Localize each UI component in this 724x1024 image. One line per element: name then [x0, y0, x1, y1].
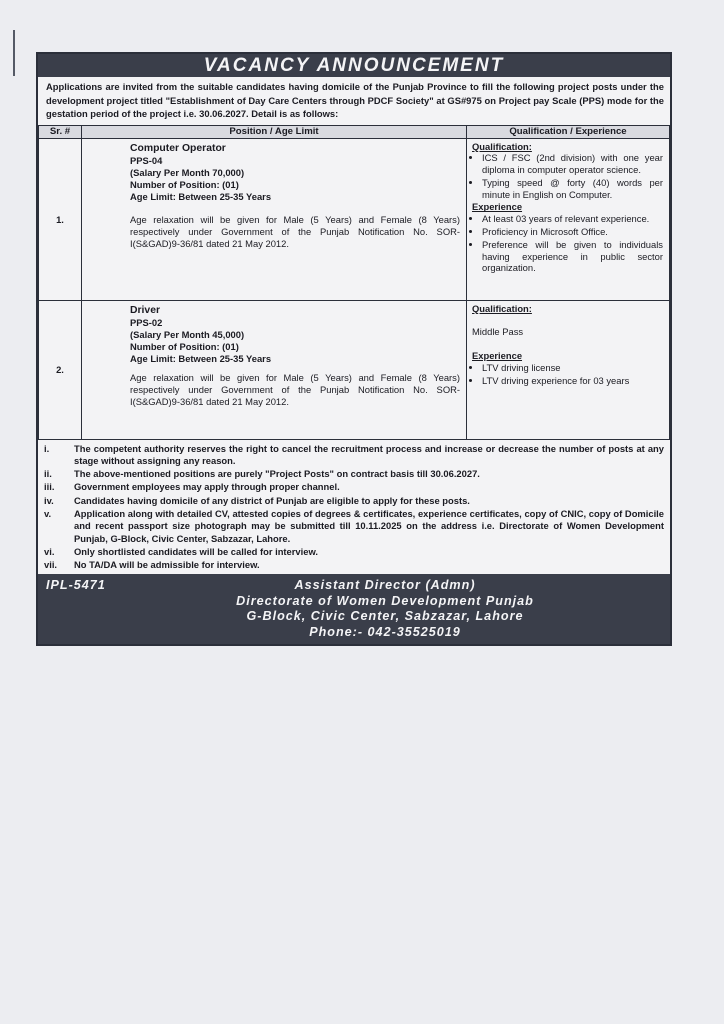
position-age-limit: Age Limit: Between 25-35 Years — [130, 191, 272, 203]
list-item — [42, 468, 664, 480]
header-qualification: Qualification / Experience — [467, 125, 670, 138]
list-item — [42, 481, 664, 493]
list-item: • LTV driving experience for 03 years — [482, 375, 663, 387]
term-number: vi. — [44, 545, 55, 557]
term-text: The above-mentioned positions are purely "Project Posts" on contract basis till 30.06.2027. — [74, 468, 480, 480]
list-item: • Proficiency in Microsoft Office. — [482, 226, 663, 238]
office-phone: Phone:- 042-35525019 — [309, 624, 461, 639]
signatory-title: Assistant Director (Admn) — [294, 578, 476, 593]
position-age-limit: Age Limit: Between 25-35 Years — [130, 353, 272, 365]
position-salary: (Salary Per Month 45,000) — [130, 328, 245, 340]
experience-heading: Experience — [472, 201, 523, 213]
age-relaxation: Age relaxation will be given for Male (5 Years) and Female (8 Years) respectively under Government of the Punjab Notification No. SOR-I(S&GAD)9-36/81 dated 21 May 2012. — [130, 371, 460, 407]
table-row — [39, 138, 670, 300]
office-name: Directorate of Women Development Punjab — [236, 593, 534, 608]
list-item — [42, 495, 664, 507]
term-number: ii. — [44, 468, 52, 480]
term-text: Only shortlisted candidates will be called for interview. — [74, 545, 318, 557]
term-text: The competent authority reserves the right to cancel the recruitment process and increase or decrease the number of posts at any stage without assigning any reason. — [74, 442, 664, 466]
list-item: • LTV driving license — [482, 362, 663, 374]
term-text: Application along with detailed CV, attested copies of degrees & certificates, experience certificates, copy of CNIC, copy of Domicile and recent passport size photograph may be submitted till 10.11.2025 on the address i.e. Directorate of Women Development Punjab, G-Block, Civic Center, Sabzazar, Lahore. — [74, 507, 664, 544]
office-address: G-Block, Civic Center, Sabzazar, Lahore — [246, 609, 524, 624]
age-relaxation: Age relaxation will be given for Male (5 Years) and Female (8 Years) respectively under Government of the Punjab Notification No. SOR-I(S&GAD)9-36/81 dated 21 May 2012. — [130, 213, 460, 249]
position-title: Driver — [130, 304, 161, 316]
scan-edge-mark — [13, 30, 15, 76]
position-scale: PPS-04 — [130, 154, 163, 166]
vacancy-table — [38, 125, 670, 440]
term-number: iii. — [44, 481, 55, 493]
contact-footer — [38, 574, 670, 644]
qualification-cell — [467, 138, 670, 300]
qualification-cell — [467, 300, 670, 439]
list-item — [42, 443, 664, 468]
intro-paragraph: Applications are invited from the suitable candidates having domicile of the Punjab Province to fill the following project posts under the development project titled "Establishment of Day Care Centers through PDCF Society" at GS#975 on Project pay Scale (PPS) mode for the gestation period of the project i.e. 30.06.2027. Detail is as follows: — [46, 81, 664, 119]
list-item — [42, 559, 664, 571]
table-row — [39, 300, 670, 439]
term-number: iv. — [44, 494, 54, 506]
banner-title: VACANCY ANNOUNCEMENT — [38, 54, 670, 77]
list-item: • Typing speed @ forty (40) words per minute in English on Computer. — [482, 177, 663, 201]
position-salary: (Salary Per Month 70,000) — [130, 166, 245, 178]
vacancy-advertisement — [36, 52, 672, 646]
list-item — [42, 508, 664, 545]
term-number: v. — [44, 507, 52, 519]
experience-heading: Experience — [472, 350, 523, 362]
ipl-number: IPL-5471 — [46, 578, 106, 593]
position-scale: PPS-02 — [130, 316, 163, 328]
experience-list — [472, 362, 663, 387]
qualification-heading: Qualification: — [472, 302, 532, 314]
list-item: • At least 03 years of relevant experience. — [482, 213, 663, 225]
position-title: Computer Operator — [130, 142, 226, 154]
list-item: • ICS / FSC (2nd division) with one year diploma in computer operator science. — [482, 152, 663, 176]
qualification-value: Middle Pass — [472, 326, 524, 338]
position-count: Number of Position: (01) — [130, 179, 239, 191]
qualification-list — [472, 152, 663, 200]
row-serial: 1. — [39, 138, 82, 300]
term-number: vii. — [44, 559, 58, 571]
position-cell — [82, 138, 467, 300]
position-count: Number of Position: (01) — [130, 341, 239, 353]
experience-list — [472, 213, 663, 274]
terms-list — [38, 440, 670, 575]
position-cell — [82, 300, 467, 439]
term-text: Candidates having domicile of any district of Punjab are eligible to apply for these posts. — [74, 494, 470, 506]
row-serial: 2. — [39, 300, 82, 439]
term-number: i. — [44, 442, 50, 454]
header-sr: Sr. # — [39, 125, 82, 138]
table-header-row — [39, 125, 670, 138]
list-item: • Preference will be given to individuals having experience in public sector organization. — [482, 239, 663, 274]
qualification-heading: Qualification: — [472, 140, 532, 152]
header-position: Position / Age Limit — [82, 125, 467, 138]
term-text: No TA/DA will be admissible for interview. — [74, 559, 260, 571]
list-item — [42, 546, 664, 558]
term-text: Government employees may apply through proper channel. — [74, 481, 340, 493]
